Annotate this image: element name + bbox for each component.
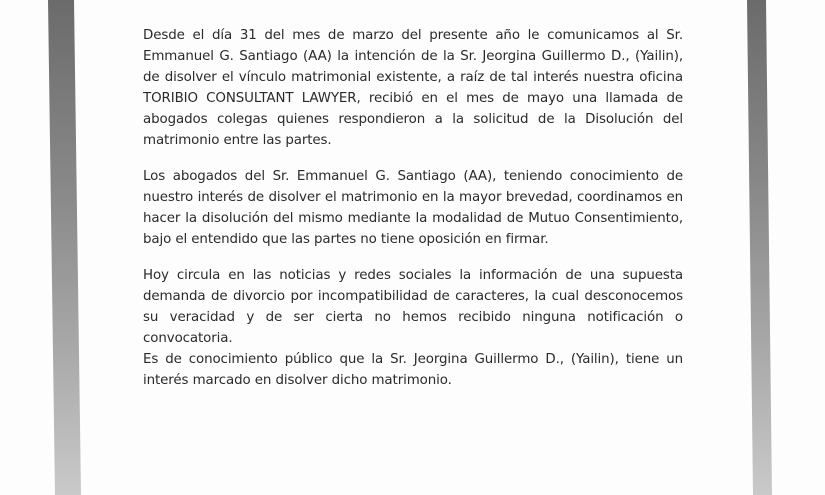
paragraph-4: Es de conocimiento público que la Sr. Jeorgina Guillermo D., (Yailin), tiene un interés marcado en disolver dicho matrimonio. xyxy=(143,352,683,388)
paragraph-1: Desde el día 31 del mes de marzo del presente año le comunicamos al Sr. Emmanuel G. Santiago (AA) la intención de la Sr. Jeorgina Guillermo D., (Yailin), de disolver el vínculo matrimonial existente, a raíz de tal interés nuestra oficina TORIBIO CONSULTANT LAWYER, recibió en el mes de mayo una llamada de abogados colegas quienes respondieron a la solicitud de la Disolución del matrimonio entre las partes. xyxy=(143,28,683,148)
letter-body xyxy=(143,25,683,391)
paragraph-gap xyxy=(143,151,683,166)
right-frame-bar xyxy=(747,0,773,495)
paragraph-3: Hoy circula en las noticias y redes sociales la información de una supuesta demanda de divorcio por incompatibilidad de caracteres, la cual desconocemos su veracidad y de ser cierta no hemos recibido ninguna notificación o convocatoria. xyxy=(143,268,683,346)
left-frame-bar xyxy=(48,0,82,495)
paragraph-gap xyxy=(143,250,683,265)
paragraph-2: Los abogados del Sr. Emmanuel G. Santiago (AA), teniendo conocimiento de nuestro interés de disolver el matrimonio en la mayor brevedad, coordinamos en hacer la disolución del mismo mediante la modalidad de Mutuo Consentimiento, bajo el entendido que las partes no tiene oposición en firmar. xyxy=(143,169,683,247)
